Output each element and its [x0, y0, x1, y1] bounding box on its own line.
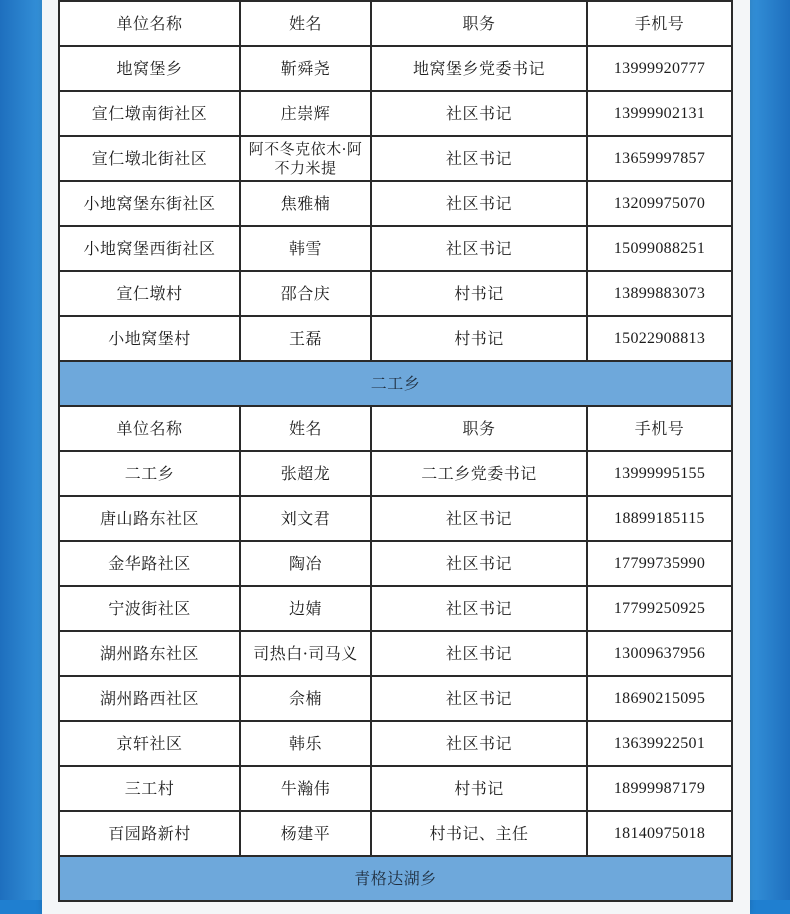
person-name-cell: 司热白·司马义	[240, 631, 371, 676]
contact-table	[58, 0, 733, 902]
position-cell: 村书记	[371, 766, 587, 811]
position-cell: 社区书记	[371, 181, 587, 226]
position-cell: 社区书记	[371, 496, 587, 541]
section-title-row	[59, 361, 732, 406]
unit-name-cell: 百园路新村	[59, 811, 240, 856]
position-cell: 地窝堡乡党委书记	[371, 46, 587, 91]
person-name-cell: 牛瀚伟	[240, 766, 371, 811]
position-cell: 社区书记	[371, 136, 587, 181]
person-name-header: 姓名	[240, 406, 371, 451]
phone-cell[interactable]: 17799250925	[587, 586, 732, 631]
unit-name-cell: 二工乡	[59, 451, 240, 496]
phone-cell[interactable]: 13999995155	[587, 451, 732, 496]
phone-cell[interactable]: 13009637956	[587, 631, 732, 676]
table-row	[59, 496, 732, 541]
table-row	[59, 91, 732, 136]
table-row	[59, 631, 732, 676]
person-name-cell: 杨建平	[240, 811, 371, 856]
position-cell: 社区书记	[371, 541, 587, 586]
phone-header: 手机号	[587, 1, 732, 46]
unit-name-cell: 宣仁墩北街社区	[59, 136, 240, 181]
table-row	[59, 721, 732, 766]
phone-header: 手机号	[587, 406, 732, 451]
unit-name-cell: 小地窝堡西街社区	[59, 226, 240, 271]
table-row	[59, 766, 732, 811]
table-row	[59, 226, 732, 271]
person-name-cell: 陶冶	[240, 541, 371, 586]
phone-cell[interactable]: 18999987179	[587, 766, 732, 811]
person-name-cell: 边婧	[240, 586, 371, 631]
table-row	[59, 811, 732, 856]
table-row	[59, 676, 732, 721]
person-name-header: 姓名	[240, 1, 371, 46]
table-row	[59, 451, 732, 496]
position-cell: 村书记	[371, 271, 587, 316]
person-name-cell: 庄崇辉	[240, 91, 371, 136]
column-header-row	[59, 406, 732, 451]
position-cell: 社区书记	[371, 676, 587, 721]
person-name-cell: 佘楠	[240, 676, 371, 721]
position-cell: 社区书记	[371, 91, 587, 136]
phone-cell[interactable]: 13659997857	[587, 136, 732, 181]
unit-name-header: 单位名称	[59, 1, 240, 46]
column-header-row	[59, 1, 732, 46]
phone-cell[interactable]: 13899883073	[587, 271, 732, 316]
phone-cell[interactable]: 15022908813	[587, 316, 732, 361]
person-name-cell: 邵合庆	[240, 271, 371, 316]
table-row	[59, 316, 732, 361]
unit-name-cell: 宁波街社区	[59, 586, 240, 631]
person-name-cell: 阿不冬克依木·阿不力米提	[240, 136, 371, 181]
table-row	[59, 46, 732, 91]
unit-name-cell: 小地窝堡村	[59, 316, 240, 361]
unit-name-cell: 三工村	[59, 766, 240, 811]
unit-name-cell: 金华路社区	[59, 541, 240, 586]
section-title: 二工乡	[59, 361, 732, 406]
table-row	[59, 271, 732, 316]
table-row	[59, 541, 732, 586]
position-cell: 社区书记	[371, 631, 587, 676]
person-name-cell: 韩乐	[240, 721, 371, 766]
position-cell: 社区书记	[371, 586, 587, 631]
phone-cell[interactable]: 13209975070	[587, 181, 732, 226]
person-name-cell: 刘文君	[240, 496, 371, 541]
table-row	[59, 586, 732, 631]
table-row	[59, 181, 732, 226]
phone-cell[interactable]: 13999902131	[587, 91, 732, 136]
unit-name-cell: 唐山路东社区	[59, 496, 240, 541]
person-name-cell: 焦雅楠	[240, 181, 371, 226]
section-title-row	[59, 856, 732, 901]
position-cell: 社区书记	[371, 721, 587, 766]
phone-cell[interactable]: 18899185115	[587, 496, 732, 541]
position-cell: 二工乡党委书记	[371, 451, 587, 496]
position-cell: 村书记、主任	[371, 811, 587, 856]
person-name-cell: 韩雪	[240, 226, 371, 271]
unit-name-header: 单位名称	[59, 406, 240, 451]
position-header: 职务	[371, 1, 587, 46]
unit-name-cell: 地窝堡乡	[59, 46, 240, 91]
position-cell: 社区书记	[371, 226, 587, 271]
contact-table-body	[59, 1, 732, 901]
unit-name-cell: 小地窝堡东街社区	[59, 181, 240, 226]
unit-name-cell: 湖州路西社区	[59, 676, 240, 721]
phone-cell[interactable]: 17799735990	[587, 541, 732, 586]
unit-name-cell: 湖州路东社区	[59, 631, 240, 676]
phone-cell[interactable]: 18690215095	[587, 676, 732, 721]
table-row	[59, 136, 732, 181]
phone-cell[interactable]: 13999920777	[587, 46, 732, 91]
unit-name-cell: 京轩社区	[59, 721, 240, 766]
person-name-cell: 张超龙	[240, 451, 371, 496]
phone-cell[interactable]: 18140975018	[587, 811, 732, 856]
position-header: 职务	[371, 406, 587, 451]
unit-name-cell: 宣仁墩村	[59, 271, 240, 316]
position-cell: 村书记	[371, 316, 587, 361]
person-name-cell: 靳舜尧	[240, 46, 371, 91]
section-title: 青格达湖乡	[59, 856, 732, 901]
phone-cell[interactable]: 15099088251	[587, 226, 732, 271]
person-name-cell: 王磊	[240, 316, 371, 361]
unit-name-cell: 宣仁墩南街社区	[59, 91, 240, 136]
phone-cell[interactable]: 13639922501	[587, 721, 732, 766]
